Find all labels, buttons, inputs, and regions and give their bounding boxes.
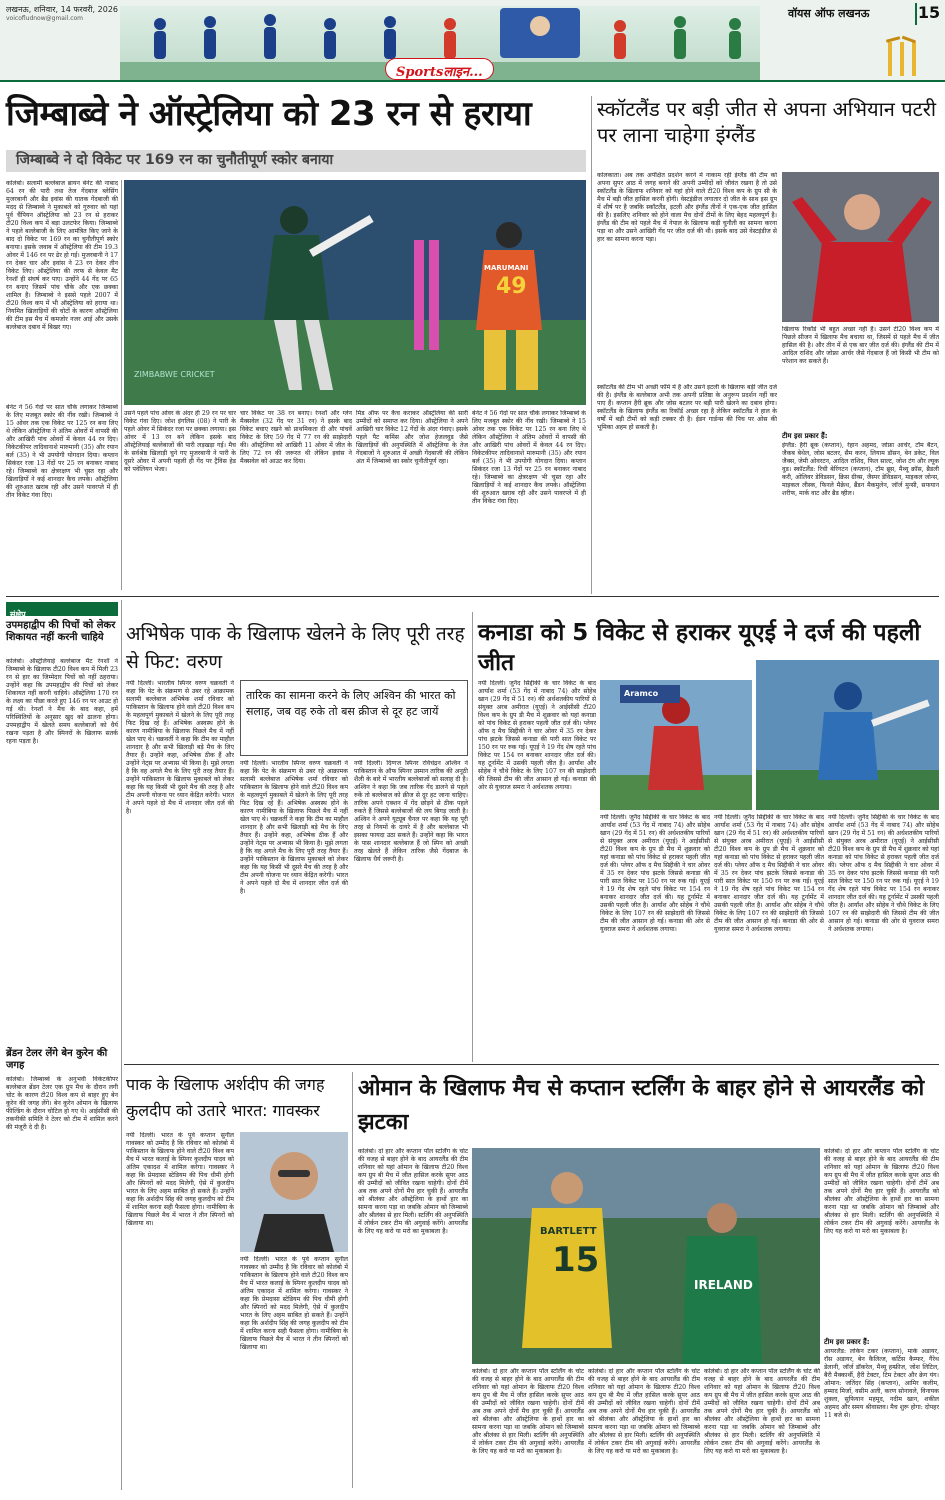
brief-item2-body: कोलंबो। जिम्बाब्वे के अनुभवी विकेटकीपर बल्लेबाज ब्रेंडन टेलर एक ग्रुप मैच के दौरान लगी चोट के कारण टी20 विश्व कप से बाहर हुए बेन कुरेन की जगह लेंगे। बेन कुरेन ओमान के खिलाफ फील्डिंग के दौरान चोटिल हो गए थे। आईसीसी की तकनीकी समिति ने टेलर को टीम में शामिल करने की मंजूरी दे दी है।: [6, 1076, 118, 1131]
story1-photo: [124, 180, 586, 405]
story7-col4: कोलंबो। दो हार और कप्तान पॉल स्टर्लिंग के चोट की वजह से बाहर होने के बाद आयरलैंड की टीम शनिवार को यहां ओमान के खिलाफ टी20 विश्व कप ग्रुप बी मैच में जीत हासिल करके सुपर आठ की उम्मीदों को जीवित रखना चाहेगी। दोनों टीमें अब तक अपने दोनों मैच हार चुकी हैं। आयरलैंड को श्रीलंका और ऑस्ट्रेलिया के हाथों हार का सामना करना पड़ा था जबकि ओमान को जिम्बाब्वे और श्रीलंका से हार मिली। स्टर्लिंग की अनुपस्थिति में लोर्कन टकर टीम की अगुवाई करेंगे। आयरलैंड के लिए यह करो या मरो का मुकाबला है।: [704, 1368, 820, 1455]
rule: [472, 612, 473, 1062]
brief-item1-headline: उपमहाद्वीप की पिचों को लेकर शिकायत नहीं करनी चाहिये: [6, 620, 116, 643]
brief-label-text: संक्षेप: [10, 610, 26, 619]
story1-col1: कोलंबो। सलामी बल्लेबाज ब्रायन बेनेट की नाबाद 64 रन की पारी तथा तेज गेंदबाज ब्लेसिंग मुजरबानी और ब्रैड इवांस की घातक गेंदबाजी की मदद से जिम्बाब्वे ने मुकाबले को गुरुवार को यहां पूर्व चैंपियन ऑस्ट्रेलिया को 23 रन से हराकर टी20 विश्व कप में बड़ा उलटफेर किया। जिम्बाब्वे ने पहले बल्लेबाजी के लिए आमंत्रित किए जाने के बाद दो विकेट पर 169 रन का चुनौतीपूर्ण स्कोर बनाया। इसके जवाब में ऑस्ट्रेलिया की टीम 19.3 ओवर में 146 रन पर ढेर हो गई। मुजरबानी ने 17 रन देकर चार और इवांस ने 23 रन देकर तीन विकेट लिए। ऑस्ट्रेलिया की तरफ से केवल मैट रेनशॉ ही संघर्ष कर पाए। उन्होंने 44 गेंद पर 65 रन बनाए जिसमें पांच चौके और एक छक्का शामिल है। जिम्बाब्वे ने इससे पहले 2007 में टी20 विश्व कप में भी ऑस्ट्रेलिया को हराया था। नियमित खिलाड़ियों की चोटों के कारण ऑस्ट्रेलिया की टीम इस मैच में कमजोर नजर आई और उसके बल्लेबाज दबाव में बिखर गए।: [6, 180, 118, 331]
uae-board-text: Aramco: [624, 689, 659, 698]
section-badge: [385, 58, 494, 80]
story3-col1: नयी दिल्ली। भारतीय स्पिनर वरुण चक्रवर्ती ने कहा कि पेट के संक्रमण से उबर रहे आक्रामक सलामी बल्लेबाज अभिषेक शर्मा रविवार को पाकिस्तान के खिलाफ होने वाले टी20 विश्व कप के महत्वपूर्ण मुकाबले में खेलने के लिए पूरी तरह फिट दिख रहे हैं। अभिषेक अस्वस्थ होने के कारण नामीबिया के खिलाफ पिछले मैच में नहीं खेल पाए थे। चक्रवर्ती ने कहा कि टीम का माहौल शानदार है और सभी खिलाड़ी बड़े मैच के लिए तैयार हैं। उन्होंने कहा, अभिषेक ठीक हैं और उन्होंने नेट्स पर अभ्यास भी किया है। मुझे लगता है कि वह अगले मैच के लिए पूरी तरह तैयार हैं। उन्होंने पाकिस्तान के खिलाफ मुकाबले को लेकर कहा कि यह किसी भी दूसरे मैच की तरह है और टीम अपनी योजना पर ध्यान केंद्रित करेगी। भारत ने अपने पहले दो मैच में शानदार जीत दर्ज की है।: [126, 680, 234, 815]
rule: [121, 600, 122, 1490]
story3-headline: अभिषेक पाक के खिलाफ खेलने के लिए पूरी तरह से फिट: वरुण: [126, 623, 465, 673]
section-title: Sportsलाइन...: [396, 65, 483, 80]
bartlett-number: 15: [552, 1240, 600, 1280]
story1-subhead: जिम्बाब्वे ने दो विकेट पर 169 रन का चुनौतीपूर्ण स्कोर बनाया: [16, 152, 334, 168]
masthead: [0, 0, 945, 82]
rule: [591, 96, 592, 594]
story7-headline: ओमान के खिलाफ मैच से कप्तान स्टर्लिंग के बाहर होने से आयरलैंड को झटका: [358, 1076, 925, 1135]
story1-headline: जिम्बाब्वे ने ऑस्ट्रेलिया को 23 रन से हराया: [6, 94, 532, 134]
story7-col3: कोलंबो। दो हार और कप्तान पॉल स्टर्लिंग के चोट की वजह से बाहर होने के बाद आयरलैंड की टीम शनिवार को यहां ओमान के खिलाफ टी20 विश्व कप ग्रुप बी मैच में जीत हासिल करके सुपर आठ की उम्मीदों को जीवित रखना चाहेगी। दोनों टीमें अब तक अपने दोनों मैच हार चुकी हैं। आयरलैंड को श्रीलंका और ऑस्ट्रेलिया के हाथों हार का सामना करना पड़ा था जबकि ओमान को जिम्बाब्वे और श्रीलंका से हार मिली। स्टर्लिंग की अनुपस्थिति में लोर्कन टकर टीम की अगुवाई करेंगे। आयरलैंड के लिए यह करो या मरो का मुकाबला है।: [588, 1368, 700, 1455]
dateline: लखनऊ, शनिवार, 14 फरवरी, 2026: [6, 5, 119, 14]
story5-col1: नयी दिल्ली। जुनैद सिद्दीकी के चार विकेट के बाद आर्यांश शर्मा (53 गेंद में नाबाद 74) और सोहेब खान (29 गेंद में 51 रन) की अर्धशतकीय पारियों से संयुक्त अरब अमीरात (यूएई) ने आईसीसी टी20 विश्व कप के ग्रुप डी मैच में शुक्रवार को यहां कनाडा को पांच विकेट से हराकर पहली जीत दर्ज की। प्लेयर ऑफ द मैच सिद्दीकी ने चार ओवर में 35 रन देकर पांच झटके जिससे कनाडा की पारी सात विकेट पर 150 रन पर रुक गई। यूएई ने 19 गेंद शेष रहते पांच विकेट पर 154 रन बनाकर शानदार जीत दर्ज की। यह टूर्नामेंट में उसकी पहली जीत है। आर्यांश और सोहेब ने चौथे विकेट के लिए 107 रन की साझेदारी की जिससे टीम की जीत आसान हो गई। कनाडा की ओर से युवराज समरा ने अर्धशतक लगाया।: [478, 680, 596, 791]
story1-col4: चार विकेट पर 38 रन बनाए। रेनशॉ और ग्लेन मैक्सवेल (32 गेंद पर 31 रन) ने इसके बाद विकेट बचाए रखने को प्राथमिकता दी और पांचवें विकेट के लिए 59 गेंद में 77 रन की साझेदारी की। ऑस्ट्रेलिया को आखिरी 11 ओवर में जीत के लिए 72 रन की जरूरत थी लेकिन इवांस ने मैक्सवेल को आउट कर दिया।: [240, 410, 352, 465]
story5-col3: नयी दिल्ली। जुनैद सिद्दीकी के चार विकेट के बाद आर्यांश शर्मा (53 गेंद में नाबाद 74) और सोहेब खान (29 गेंद में 51 रन) की अर्धशतकीय पारियों से संयुक्त अरब अमीरात (यूएई) ने आईसीसी टी20 विश्व कप के ग्रुप डी मैच में शुक्रवार को यहां कनाडा को पांच विकेट से हराकर पहली जीत दर्ज की। प्लेयर ऑफ द मैच सिद्दीकी ने चार ओवर में 35 रन देकर पांच झटके जिससे कनाडा की पारी सात विकेट पर 150 रन पर रुक गई। यूएई ने 19 गेंद शेष रहते पांच विकेट पर 154 रन बनाकर शानदार जीत दर्ज की। यह टूर्नामेंट में उसकी पहली जीत है। आर्यांश और सोहेब ने चौथे विकेट के लिए 107 रन की साझेदारी की जिससे टीम की जीत आसान हो गई। कनाडा की ओर से युवराज समरा ने अर्धशतक लगाया।: [714, 814, 824, 933]
email: voicofludnow@gmail.com: [6, 15, 84, 22]
brief-label: [6, 602, 118, 619]
story6-photo: [240, 1132, 348, 1252]
story6-headline: पाक के खिलाफ अर्शदीप की जगह कुलदीप को उतारे भारत: गावस्कर: [126, 1075, 325, 1120]
story5-headline: कनाडा को 5 विकेट से हराकर यूएई ने दर्ज की पहली जीत: [478, 620, 921, 676]
divider: [6, 596, 939, 597]
story2-col1: कोलकाता। अब तक अपेक्षित प्रदर्शन करने में नाकाम रही इंग्लैंड की टीम को अपना सुपर आठ में जगह बनाने की अपनी उम्मीदों को जीवंत रखना है तो उसे स्कॉटलैंड के खिलाफ शनिवार को यहां होने वाले टी20 विश्व कप के ग्रुप सी के मैच में बड़ी जीत हासिल करनी होगी। वेस्टइंडीज लगातार दो जीत के साथ इस ग्रुप में शीर्ष पर है जबकि स्कॉटलैंड, इटली और इंग्लैंड तीनों ने एक-एक जीत हासिल की है। इसलिए शनिवार को होने वाला मैच दोनों टीमों के लिए बेहद महत्वपूर्ण है। इंग्लैंड की टीम को पहले मैच में नेपाल के खिलाफ कड़ी चुनौती का सामना करना पड़ा था और उसने आखिरी गेंद पर जीत दर्ज की थी। इसके बाद उसे वेस्टइंडीज से हार का सामना करना पड़ा।: [597, 172, 777, 243]
story2-col3: खिलाफ रिकॉर्ड भी बहुत अच्छा नहीं है। उसने टी20 विश्व कप में पिछले सीजन में खिलाफ मैच बचाया था, जिसमें से पहले मैच में जीत हासिल की है। और तीन में से एक बार जीत दर्ज की। इंग्लैंड की टीम में आदिल राशिद और जोफ्रा आर्चर जैसे गेंदबाज हैं जो किसी भी टीम को परेशान कर सकते हैं।: [782, 326, 939, 365]
story2-col2: स्कॉटलैंड की टीम भी अच्छी फॉर्म में है और उसने इटली के खिलाफ बड़ी जीत दर्ज की है। इंग्लैंड के बल्लेबाज अभी तक अपनी प्रतिष्ठा के अनुरूप प्रदर्शन नहीं कर पाए हैं। कप्तान हैरी ब्रूक और जोस बटलर पर बड़ी पारी खेलने का दबाव होगा। स्कॉटलैंड के खिलाफ इंग्लैंड का रिकॉर्ड अच्छा रहा है लेकिन स्कॉटलैंड ने हाल के वर्षों में बड़ी टीमों को कड़ी टक्कर दी है। ईडन गार्डन्स की पिच पर ओस की भूमिका अहम हो सकती है।: [597, 384, 777, 431]
story5-photo-left: [600, 680, 752, 810]
stumps-icon: [880, 34, 924, 82]
story7-squads-title: टीम इस प्रकार हैं:: [824, 1338, 870, 1346]
story1-col2: बेनेट ने 56 गेंदों पर सात चौके लगाकर जिम्बाब्वे के लिए मजबूत स्कोर की नींव रखी। जिम्बाब्वे ने 15 ओवर तक एक विकेट पर 125 रन बना लिए थे लेकिन ऑस्ट्रेलिया ने अंतिम ओवरों में वापसी की और आखिरी पांच ओवरों में केवल 44 रन दिए। विकेटकीपर तादिवानाशे मारुमानी (35) और रयान बर्ल (35) ने भी उपयोगी योगदान दिया। कप्तान सिकंदर रजा 13 गेंदों पर 25 रन बनाकर नाबाद रहे। जिम्बाब्वे का क्षेत्ररक्षण भी चुस्त रहा और खिलाड़ियों ने कई शानदार कैच लपके। ऑस्ट्रेलिया की शुरुआत खराब रही और उसने पावरप्ले में ही तीन विकेट गंवा दिए।: [6, 404, 118, 499]
story5-photo-right: [756, 660, 939, 810]
story4-headline: तारिक का सामना करने के लिए अश्विन की भारत को सलाह, जब वह रुके तो बस क्रीज से दूर हट जायें: [246, 689, 456, 718]
rule: [352, 1072, 353, 1488]
story1-col5: मिड ऑफ पर कैच कराकर ऑस्ट्रेलिया की सारी उम्मीदों को समाप्त कर दिया। ऑस्ट्रेलिया ने अपने आखिरी चार विकेट 12 गेंदों के अंदर गंवाए। इसके पहले पैट कमिंस और जोश हेजलवुड जैसे खिलाड़ियों की अनुपस्थिति में ऑस्ट्रेलिया के तेज गेंदबाजों ने शुरुआत में अच्छी गेंदबाजी की लेकिन अंत में जिम्बाब्वे का स्कोर चुनौतीपूर्ण रहा।: [356, 410, 468, 465]
story7-col2: कोलंबो। दो हार और कप्तान पॉल स्टर्लिंग के चोट की वजह से बाहर होने के बाद आयरलैंड की टीम शनिवार को यहां ओमान के खिलाफ टी20 विश्व कप ग्रुप बी मैच में जीत हासिल करके सुपर आठ की उम्मीदों को जीवित रखना चाहेगी। दोनों टीमें अब तक अपने दोनों मैच हार चुकी हैं। आयरलैंड को श्रीलंका और ऑस्ट्रेलिया के हाथों हार का सामना करना पड़ा था जबकि ओमान को जिम्बाब्वे और श्रीलंका से हार मिली। स्टर्लिंग की अनुपस्थिति में लोर्कन टकर टीम की अगुवाई करेंगे। आयरलैंड के लिए यह करो या मरो का मुकाबला है।: [472, 1368, 584, 1455]
brief-item2-headline: ब्रेंडन टेलर लेंगे बेन कुरेन की जगह: [6, 1048, 108, 1071]
story7-col5: कोलंबो। दो हार और कप्तान पॉल स्टर्लिंग के चोट की वजह से बाहर होने के बाद आयरलैंड की टीम शनिवार को यहां ओमान के खिलाफ टी20 विश्व कप ग्रुप बी मैच में जीत हासिल करके सुपर आठ की उम्मीदों को जीवित रखना चाहेगी। दोनों टीमें अब तक अपने दोनों मैच हार चुकी हैं। आयरलैंड को श्रीलंका और ऑस्ट्रेलिया के हाथों हार का सामना करना पड़ा था जबकि ओमान को जिम्बाब्वे और श्रीलंका से हार मिली। स्टर्लिंग की अनुपस्थिति में लोर्कन टकर टीम की अगुवाई करेंगे। आयरलैंड के लिए यह करो या मरो का मुकाबला है।: [824, 1148, 939, 1235]
story2-squads-title: टीम इस प्रकार हैं:: [782, 432, 828, 440]
story7-photo: [472, 1148, 820, 1364]
story6-col1: नयी दिल्ली। भारत के पूर्व कप्तान सुनील गावस्कर को उम्मीद है कि रविवार को कोलंबो में पाकिस्तान के खिलाफ होने वाले टी20 विश्व कप मैच में भारत कलाई के स्पिनर कुलदीप यादव को अंतिम एकादश में शामिल करेगा। गावस्कर ने कहा कि प्रेमदासा स्टेडियम की पिच धीमी होगी और स्पिनरों को मदद मिलेगी, ऐसे में कुलदीप भारत के लिए अहम साबित हो सकते हैं। उन्होंने कहा कि अर्शदीप सिंह की जगह कुलदीप को टीम में शामिल करना सही फैसला होगा। नामीबिया के खिलाफ पिछले मैच में भारत ने तीन स्पिनरों को खिलाया था।: [126, 1132, 234, 1227]
bartlett-name: BARTLETT: [540, 1226, 597, 1237]
zim-shirt-name: MARUMANI: [484, 264, 529, 272]
story3-col2: नयी दिल्ली। भारतीय स्पिनर वरुण चक्रवर्ती ने कहा कि पेट के संक्रमण से उबर रहे आक्रामक सलामी बल्लेबाज अभिषेक शर्मा रविवार को पाकिस्तान के खिलाफ होने वाले टी20 विश्व कप के महत्वपूर्ण मुकाबले में खेलने के लिए पूरी तरह फिट दिख रहे हैं। अभिषेक अस्वस्थ होने के कारण नामीबिया के खिलाफ पिछले मैच में नहीं खेल पाए थे। चक्रवर्ती ने कहा कि टीम का माहौल शानदार है और सभी खिलाड़ी बड़े मैच के लिए तैयार हैं। उन्होंने कहा, अभिषेक ठीक हैं और उन्होंने नेट्स पर अभ्यास भी किया है। मुझे लगता है कि वह अगले मैच के लिए पूरी तरह तैयार हैं। उन्होंने पाकिस्तान के खिलाफ मुकाबले को लेकर कहा कि यह किसी भी दूसरे मैच की तरह है और टीम अपनी योजना पर ध्यान केंद्रित करेगी। भारत ने अपने पहले दो मैच में शानदार जीत दर्ज की है।: [240, 760, 348, 895]
photo1-caption: ZIMBABWE CRICKET: [134, 370, 215, 379]
page-number: 15: [915, 3, 941, 25]
story5-col2: नयी दिल्ली। जुनैद सिद्दीकी के चार विकेट के बाद आर्यांश शर्मा (53 गेंद में नाबाद 74) और सोहेब खान (29 गेंद में 51 रन) की अर्धशतकीय पारियों से संयुक्त अरब अमीरात (यूएई) ने आईसीसी टी20 विश्व कप के ग्रुप डी मैच में शुक्रवार को यहां कनाडा को पांच विकेट से हराकर पहली जीत दर्ज की। प्लेयर ऑफ द मैच सिद्दीकी ने चार ओवर में 35 रन देकर पांच झटके जिससे कनाडा की पारी सात विकेट पर 150 रन पर रुक गई। यूएई ने 19 गेंद शेष रहते पांच विकेट पर 154 रन बनाकर शानदार जीत दर्ज की। यह टूर्नामेंट में उसकी पहली जीत है। आर्यांश और सोहेब ने चौथे विकेट के लिए 107 रन की साझेदारी की जिससे टीम की जीत आसान हो गई। कनाडा की ओर से युवराज समरा ने अर्धशतक लगाया।: [600, 814, 710, 933]
rule: [121, 180, 122, 590]
story6-col2: नयी दिल्ली। भारत के पूर्व कप्तान सुनील गावस्कर को उम्मीद है कि रविवार को कोलंबो में पाकिस्तान के खिलाफ होने वाले टी20 विश्व कप मैच में भारत कलाई के स्पिनर कुलदीप यादव को अंतिम एकादश में शामिल करेगा। गावस्कर ने कहा कि प्रेमदासा स्टेडियम की पिच धीमी होगी और स्पिनरों को मदद मिलेगी, ऐसे में कुलदीप भारत के लिए अहम साबित हो सकते हैं। उन्होंने कहा कि अर्शदीप सिंह की जगह कुलदीप को टीम में शामिल करना सही फैसला होगा। नामीबिया के खिलाफ पिछले मैच में भारत ने तीन स्पिनरों को खिलाया था।: [240, 1256, 348, 1351]
ireland-shirt: IRELAND: [694, 1278, 753, 1292]
story4-col1: नयी दिल्ली। दिग्गज स्पिनर रविचंद्रन अश्विन ने पाकिस्तान के ऑफ स्पिनर उस्मान तारिक की अनूठी शैली के बारे में भारतीय बल्लेबाजों को सलाह दी है। अश्विन ने कहा कि जब तारिक गेंद डालने से पहले रुकें तो बल्लेबाज को क्रीज से दूर हट जाना चाहिए। तारिक अपने एक्शन में गेंद छोड़ने से ठीक पहले रुकते हैं जिससे बल्लेबाजों की लय बिगड़ जाती है। अश्विन ने अपने यूट्यूब चैनल पर कहा कि यह पूरी तरह से नियमों के दायरे में है और बल्लेबाज भी इसका फायदा उठा सकते हैं। उन्होंने कहा कि भारत के पास शानदार बल्लेबाज हैं जो स्पिन को अच्छी तरह खेलते हैं लेकिन तारिक जैसे गेंदबाज के खिलाफ धैर्य जरूरी है।: [354, 760, 468, 863]
story2-squads: इंग्लैंड: हैरी ब्रूक (कप्तान), रेहान अहमद, जोफ्रा आर्चर, टॉम बैंटन, जैकब बेथेल, जोस बटलर, सैम करन, लियाम डॉसन, बेन डकेट, विल जैक्स, जेमी ओवरटन, आदिल राशिद, फिल साल्ट, जोश टंग और ल्यूक वुड। स्कॉटलैंड: रिची बेरिंगटन (कप्तान), टॉम ब्रूस, मैथ्यू क्रॉस, ब्रैडली करी, ओलिवर डेविडसन, क्रिस ग्रीव्स, जैस्पर डेविडसन, माइकल जोन्स, माइकल लीस्क, फिनले मैक्रेथ, ब्रैंडन मैकमुलेन, जॉर्ज मुन्सी, सफयान शरीफ, मार्क वाट और ब्रैड व्हील।: [782, 442, 939, 497]
paper-name: वॉयस ऑफ लखनऊ: [788, 7, 870, 20]
brief-item1-body: कोलंबो। ऑस्ट्रेलियाई बल्लेबाज मैट रेनशॉ ने जिम्बाब्वे के खिलाफ टी20 विश्व कप में मिली 23 रन से हार का जिम्मेदार पिचों को नहीं ठहराया। उन्होंने कहा कि उपमहाद्वीप की पिचों को लेकर शिकायत नहीं करनी चाहिये। ऑस्ट्रेलिया 170 रन के लक्ष्य का पीछा करते हुए 146 रन पर आउट हो गई थी। रेनशॉ ने मैच के बाद कहा, हमें परिस्थितियों के अनुसार खुद को ढालना होगा। उपमहाद्वीप में खेलते समय बल्लेबाजों को धैर्य रखना पड़ता है और स्पिनरों के खिलाफ सतर्क रहना पड़ता है।: [6, 658, 118, 745]
story2-headline: स्कॉटलैंड पर बड़ी जीत से अपना अभियान पटरी पर लाना चाहेगा इंग्लैंड: [597, 97, 937, 147]
story1-col3: उसने पहले पांच ओवर के अंदर ही 29 रन पर चार विकेट गंवा दिए। जोश इंगलिस (08) ने पारी के पहले ओवर में सिकंदर रजा पर छक्का लगाया। इस ओवर में 13 रन बने लेकिन इसके बाद ऑस्ट्रेलियाई बल्लेबाजों की पारी लड़खड़ा गई। मैच के सर्वश्रेष्ठ खिलाड़ी चुने गए मुजरबानी ने पारी के दूसरे ओवर में अपनी पहली ही गेंद पर ट्रैविस हेड को पवेलियन भेजा।: [124, 410, 236, 473]
story7-squads: आयरलैंड: लोर्कन टकर (कप्तान), मार्क अडायर, रॉस अडायर, बेन कैलित्ज, कर्टिस कैम्फर, गैरेथ डेलानी, जॉर्ज डॉकरेल, मैथ्यू हम्फ्रीज, जोश लिटिल, बैरी मैक्कार्थी, हैरी टेक्टर, टिम टेक्टर और क्रेग यंग। ओमान: जतिंदर सिंह (कप्तान), आमिर कलीम, हम्माद मिर्जा, वसीम अली, करण सोनावले, विनायक शुक्ला, सुफियान महमूद, नदीम खान, शकील अहमद और समय श्रीवास्तव। मैच शुरू होगा: दोपहर 11 बजे से।: [824, 1348, 939, 1419]
zim-shirt-number: 49: [496, 274, 527, 299]
divider: [124, 1064, 939, 1065]
story5-col4: नयी दिल्ली। जुनैद सिद्दीकी के चार विकेट के बाद आर्यांश शर्मा (53 गेंद में नाबाद 74) और सोहेब खान (29 गेंद में 51 रन) की अर्धशतकीय पारियों से संयुक्त अरब अमीरात (यूएई) ने आईसीसी टी20 विश्व कप के ग्रुप डी मैच में शुक्रवार को यहां कनाडा को पांच विकेट से हराकर पहली जीत दर्ज की। प्लेयर ऑफ द मैच सिद्दीकी ने चार ओवर में 35 रन देकर पांच झटके जिससे कनाडा की पारी सात विकेट पर 150 रन पर रुक गई। यूएई ने 19 गेंद शेष रहते पांच विकेट पर 154 रन बनाकर शानदार जीत दर्ज की। यह टूर्नामेंट में उसकी पहली जीत है। आर्यांश और सोहेब ने चौथे विकेट के लिए 107 रन की साझेदारी की जिससे टीम की जीत आसान हो गई। कनाडा की ओर से युवराज समरा ने अर्धशतक लगाया।: [828, 814, 939, 933]
story1-col6: बेनेट ने 56 गेंदों पर सात चौके लगाकर जिम्बाब्वे के लिए मजबूत स्कोर की नींव रखी। जिम्बाब्वे ने 15 ओवर तक एक विकेट पर 125 रन बना लिए थे लेकिन ऑस्ट्रेलिया ने अंतिम ओवरों में वापसी की और आखिरी पांच ओवरों में केवल 44 रन दिए। विकेटकीपर तादिवानाशे मारुमानी (35) और रयान बर्ल (35) ने भी उपयोगी योगदान दिया। कप्तान सिकंदर रजा 13 गेंदों पर 25 रन बनाकर नाबाद रहे। जिम्बाब्वे का क्षेत्ररक्षण भी चुस्त रहा और खिलाड़ियों ने कई शानदार कैच लपके। ऑस्ट्रेलिया की शुरुआत खराब रही और उसने पावरप्ले में ही तीन विकेट गंवा दिए।: [472, 410, 586, 505]
story2-photo: [782, 172, 939, 322]
story7-col1: कोलंबो। दो हार और कप्तान पॉल स्टर्लिंग के चोट की वजह से बाहर होने के बाद आयरलैंड की टीम शनिवार को यहां ओमान के खिलाफ टी20 विश्व कप ग्रुप बी मैच में जीत हासिल करके सुपर आठ की उम्मीदों को जीवित रखना चाहेगी। दोनों टीमें अब तक अपने दोनों मैच हार चुकी हैं। आयरलैंड को श्रीलंका और ऑस्ट्रेलिया के हाथों हार का सामना करना पड़ा था जबकि ओमान को जिम्बाब्वे और श्रीलंका से हार मिली। स्टर्लिंग की अनुपस्थिति में लोर्कन टकर टीम की अगुवाई करेंगे। आयरलैंड के लिए यह करो या मरो का मुकाबला है।: [358, 1148, 468, 1235]
